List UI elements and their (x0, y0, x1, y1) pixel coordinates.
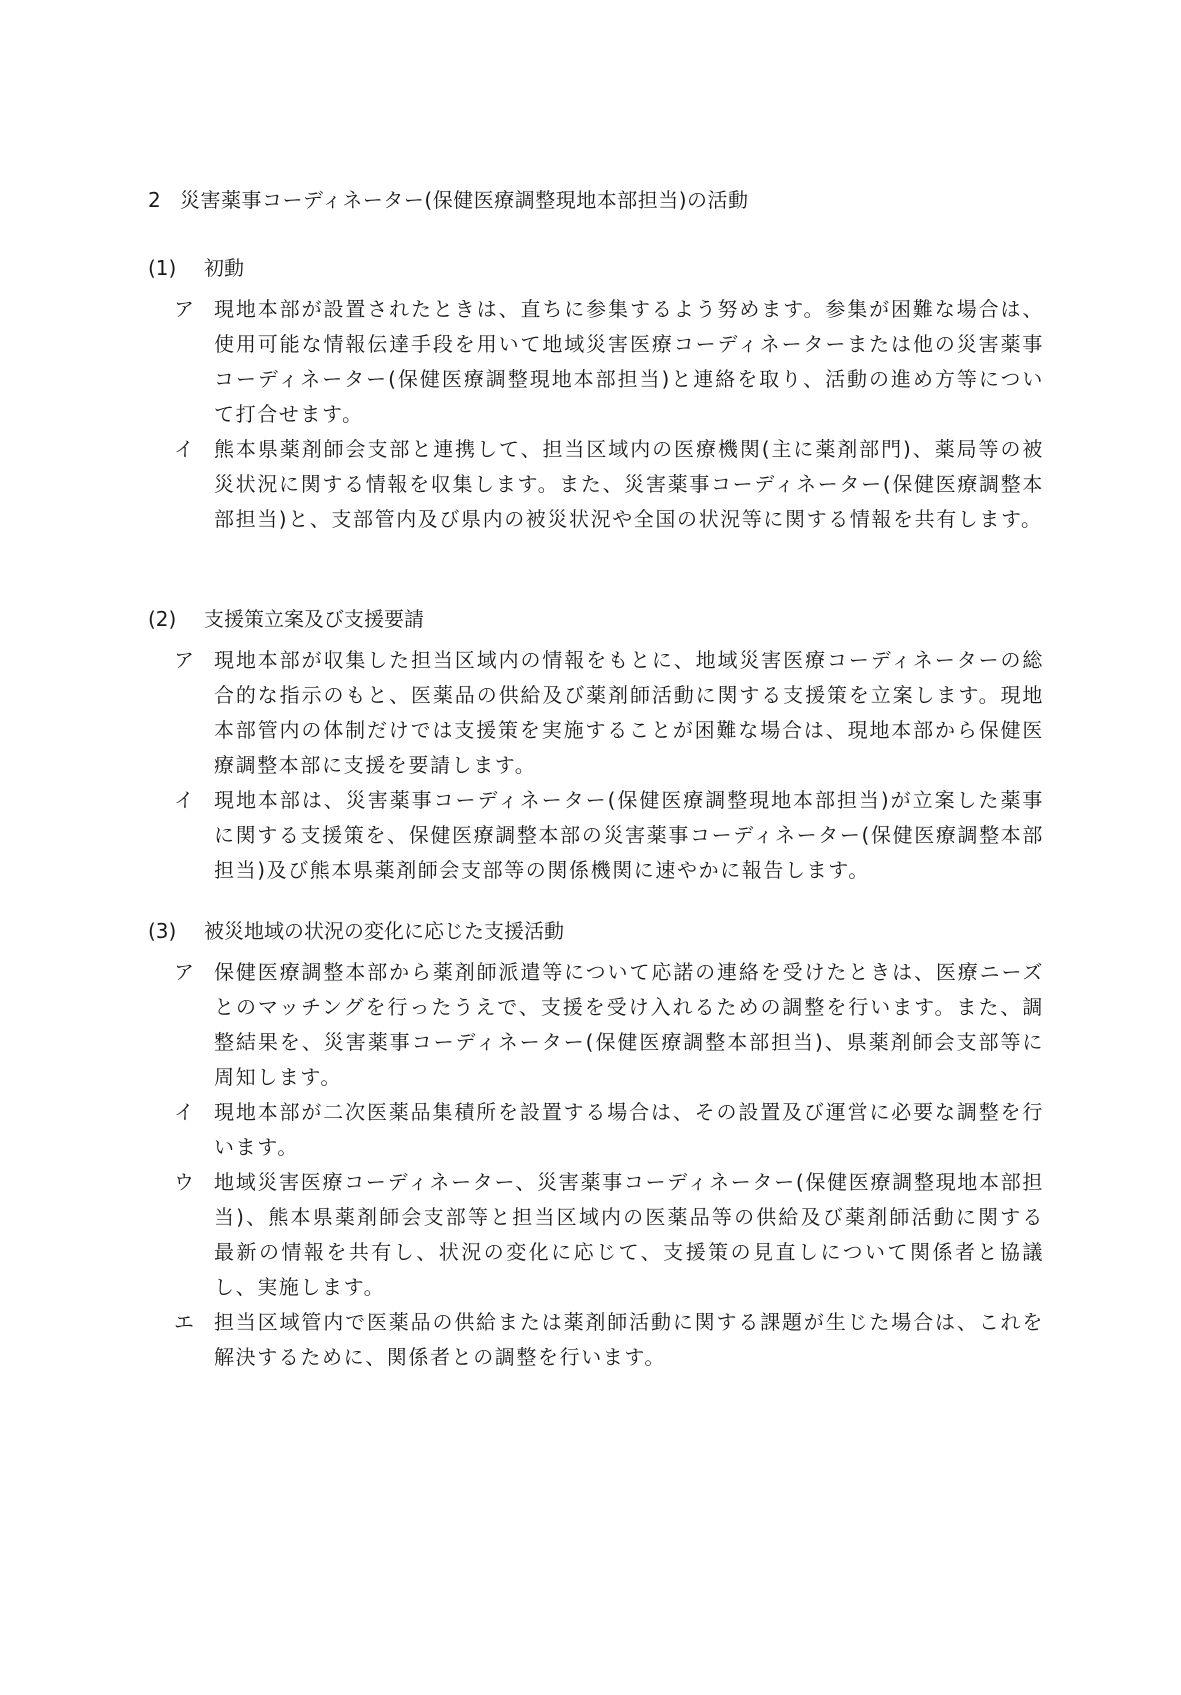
title-number: 2 (148, 188, 162, 212)
item-marker: イ (174, 788, 196, 812)
item-text: 現地本部は、災害薬事コーディネーター(保健医療調整現地本部担当)が立案した薬事に関する支援策を、保健医療調整本部の災害薬事コーディネーター(保健医療調整本部担当)及び熊本県薬剤師会支部等の関係機関に速やかに報告します。 (214, 788, 1044, 882)
item-text: 熊本県薬剤師会支部と連携して、担当区域内の医療機関(主に薬剤部門)、薬局等の被災状況に関する情報を収集します。また、災害薬事コーディネーター(保健医療調整本部担当)と、支部管内及び県内の被災状況や全国の状況等に関する情報を共有します。 (214, 437, 1044, 531)
list-item (174, 1305, 1044, 1375)
section-heading-text: 支援策立案及び支援要請 (204, 607, 424, 631)
section-heading-text: 被災地域の状況の変化に応じた支援活動 (204, 919, 564, 943)
item-marker: ア (174, 960, 196, 984)
title-text: 災害薬事コーディネーター(保健医療調整現地本部担当)の活動 (180, 188, 749, 212)
list-item (174, 1165, 1044, 1305)
section-heading (148, 256, 1048, 280)
item-marker: イ (174, 1100, 196, 1124)
item-text: 現地本部が収集した担当区域内の情報をもとに、地域災害医療コーディネーターの総合的な指示のもと、医薬品の供給及び薬剤師活動に関する支援策を立案します。現地本部管内の体制だけでは支援策を実施することが困難な場合は、現地本部から保健医療調整本部に支援を要請します。 (214, 648, 1044, 777)
list-item (174, 643, 1044, 783)
section-support-planning (148, 607, 1048, 888)
item-text: 地域災害医療コーディネーター、災害薬事コーディネーター(保健医療調整現地本部担当)、熊本県薬剤師会支部等と担当区域内の医薬品等の供給及び薬剤師活動に関する最新の情報を共有し、状況の変化に応じて、支援策の見直しについて関係者と協議し、実施します。 (214, 1170, 1044, 1299)
section-number: (3) (148, 919, 177, 943)
document-title (148, 188, 749, 212)
list-item (174, 783, 1044, 888)
item-marker: ア (174, 297, 196, 321)
section-number: (2) (148, 607, 177, 631)
section-heading (148, 607, 1048, 631)
item-text: 現地本部が設置されたときは、直ちに参集するよう努めます。参集が困難な場合は、使用可能な情報伝達手段を用いて地域災害医療コーディネーターまたは他の災害薬事コーディネーター(保健医療調整現地本部担当)と連絡を取り、活動の進め方等について打合せます。 (214, 297, 1044, 426)
section-number: (1) (148, 256, 177, 280)
item-text: 現地本部が二次医薬品集積所を設置する場合は、その設置及び運営に必要な調整を行います。 (214, 1100, 1044, 1159)
list-item (174, 432, 1044, 537)
item-text: 担当区域管内で医薬品の供給または薬剤師活動に関する課題が生じた場合は、これを解決するために、関係者との調整を行います。 (214, 1310, 1044, 1369)
list-item (174, 1095, 1044, 1165)
list-item (174, 292, 1044, 432)
item-text: 保健医療調整本部から薬剤師派遣等について応諾の連絡を受けたときは、医療ニーズとのマッチングを行ったうえで、支援を受け入れるための調整を行います。また、調整結果を、災害薬事コーディネーター(保健医療調整本部担当)、県薬剤師会支部等に周知します。 (214, 960, 1044, 1089)
item-marker: イ (174, 437, 196, 461)
section-heading (148, 919, 1048, 943)
item-marker: ア (174, 648, 196, 672)
section-heading-text: 初動 (204, 256, 244, 280)
item-marker: エ (174, 1310, 196, 1334)
list-item (174, 955, 1044, 1095)
section-adaptive-support (148, 919, 1048, 1375)
item-marker: ウ (174, 1170, 196, 1194)
section-initial-response (148, 256, 1048, 537)
